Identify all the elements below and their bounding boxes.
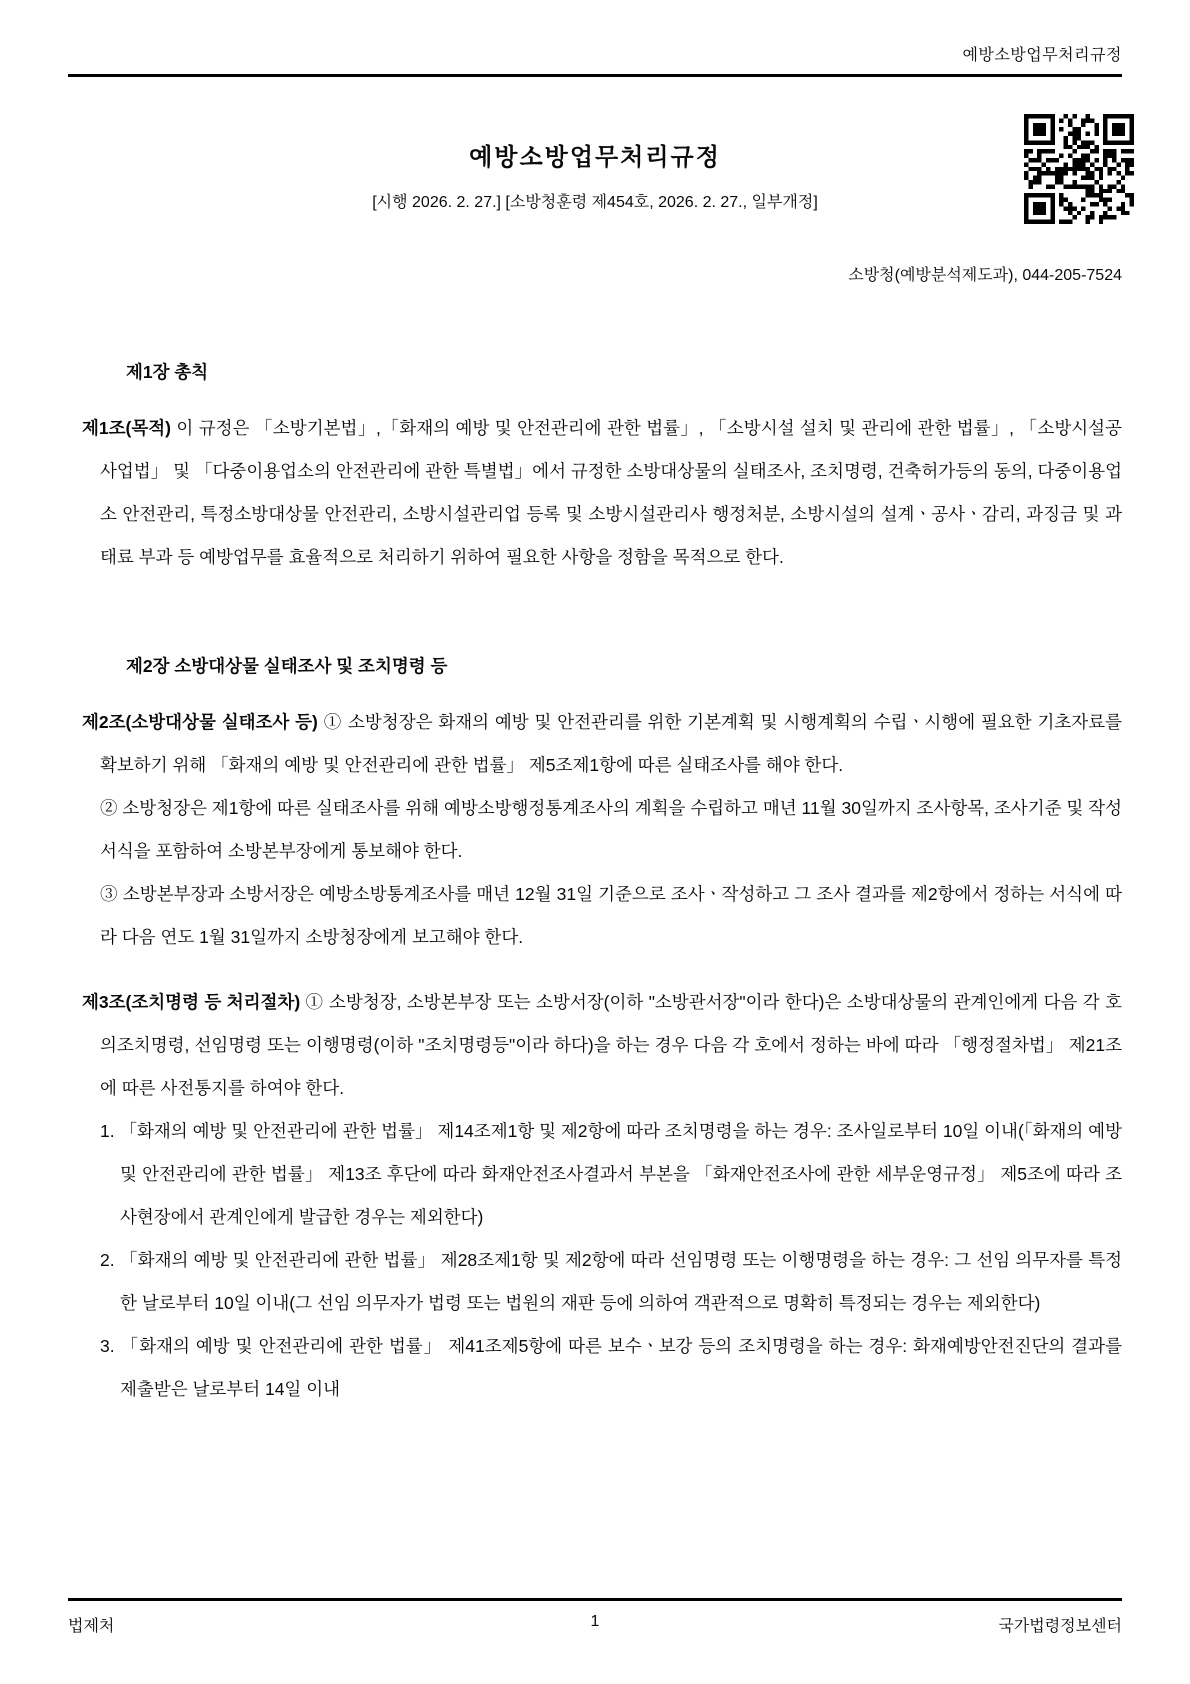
- chapter-heading-1: 제1장 총칙: [126, 362, 209, 382]
- footer-publisher: 법제처: [68, 1618, 115, 1635]
- article-2-clause-1-text: ① 소방청장은 화재의 예방 및 안전관리를 위한 기본계획 및 시행계획의 수립ㆍ시행에 필요한 기초자료를 확보하기 위해 「화재의 예방 및 안전관리에 관한 법률」 제5조제1항에 따른 실태조사를 해야 한다.: [100, 712, 1122, 775]
- qr-code-icon: [1024, 114, 1134, 224]
- article-2: [68, 701, 1122, 959]
- article-2-clause-3: ③ 소방본부장과 소방서장은 예방소방통계조사를 매년 12월 31일 기준으로 조사ㆍ작성하고 그 조사 결과를 제2항에서 정하는 서식에 따라 다음 연도 1월 31일까지 소방청장에게 보고해야 한다.: [100, 884, 1122, 947]
- running-header-title: 예방소방업무처리규정: [962, 47, 1122, 64]
- list-item: 2. 「화재의 예방 및 안전관리에 관한 법률」 제28조제1항 및 제2항에 따라 선임명령 또는 이행명령을 하는 경우: 그 선임 의무자를 특정한 날로부터 10일 이내(그 선임 의무자가 법령 또는 법원의 재판 등에 의하여 객관적으로 명확히 특정되는 경우는 제외한다): [100, 1250, 1122, 1313]
- list-item: 1. 「화재의 예방 및 안전관리에 관한 법률」 제14조제1항 및 제2항에 따라 조치명령을 하는 경우: 조사일로부터 10일 이내(「화재의 예방 및 안전관리에 관한 법률」 제13조 후단에 따라 화재안전조사결과서 부본을 「화재안전조사에 관한 세부운영규정」 제5조에 따라 조사현장에서 관계인에게 발급한 경우는 제외한다): [100, 1121, 1122, 1227]
- article-2-clause-2: ② 소방청장은 제1항에 따른 실태조사를 위해 예방소방행정통계조사의 계획을 수립하고 매년 11월 30일까지 조사항목, 조사기준 및 작성서식을 포함하여 소방본부장에게 통보해야 한다.: [100, 798, 1122, 861]
- article-3-clause-1: [82, 981, 1122, 1110]
- article-1: [68, 407, 1122, 579]
- chapter-heading-2: 제2장 소방대상물 실태조사 및 조치명령 등: [126, 656, 448, 676]
- article-2-clause-1: [82, 701, 1122, 787]
- article-1-text: 이 규정은 「소방기본법」,「화재의 예방 및 안전관리에 관한 법률」, 「소방시설 설치 및 관리에 관한 법률」, 「소방시설공사업법」 및 「다중이용업소의 안전관리에 관한 특별법」에서 규정한 소방대상물의 실태조사, 조치명령, 건축허가등의 동의, 다중이용업소 안전관리, 특정소방대상물 안전관리, 소방시설관리업 등록 및 소방시설관리사 행정처분, 소방시설의 설계ㆍ공사ㆍ감리, 과징금 및 과태료 부과 등 예방업무를 효율적으로 처리하기 위하여 필요한 사항을 정함을 목적으로 한다.: [100, 418, 1122, 567]
- article-3: [68, 981, 1122, 1411]
- list-item: 3. 「화재의 예방 및 안전관리에 관한 법률」 제41조제5항에 따른 보수ㆍ보강 등의 조치명령을 하는 경우: 화재예방안전진단의 결과를 제출받은 날로부터 14일 이내: [100, 1336, 1122, 1399]
- page-footer: [68, 1598, 1122, 1636]
- document-meta: [시행 2026. 2. 27.] [소방청훈령 제454호, 2026. 2. 27., 일부개정]: [372, 194, 818, 211]
- article-1-lead: 제1조(목적): [82, 418, 172, 438]
- article-2-lead: 제2조(소방대상물 실태조사 등): [82, 712, 318, 732]
- footer-source: 국가법령정보센터: [998, 1618, 1122, 1635]
- header-rule: [68, 74, 1122, 77]
- document-title: 예방소방업무처리규정: [469, 144, 721, 171]
- article-3-items: [82, 1110, 1122, 1411]
- contact-info: 소방청(예방분석제도과), 044-205-7524: [848, 267, 1122, 284]
- document-body: [68, 359, 1122, 1411]
- article-1-paragraph: [82, 407, 1122, 579]
- page-number: 1: [590, 1613, 600, 1630]
- article-3-clause-1-text: ① 소방청장, 소방본부장 또는 소방서장(이하 "소방관서장"이라 한다)은 소방대상물의 관계인에게 다음 각 호의조치명령, 선임명령 또는 이행명령(이하 "조치명령등"이라 하다)을 하는 경우 다음 각 호에서 정하는 바에 따라 「행정절차법」 제21조에 따른 사전통지를 하여야 한다.: [100, 992, 1122, 1098]
- article-3-lead: 제3조(조치명령 등 처리절차): [82, 992, 301, 1012]
